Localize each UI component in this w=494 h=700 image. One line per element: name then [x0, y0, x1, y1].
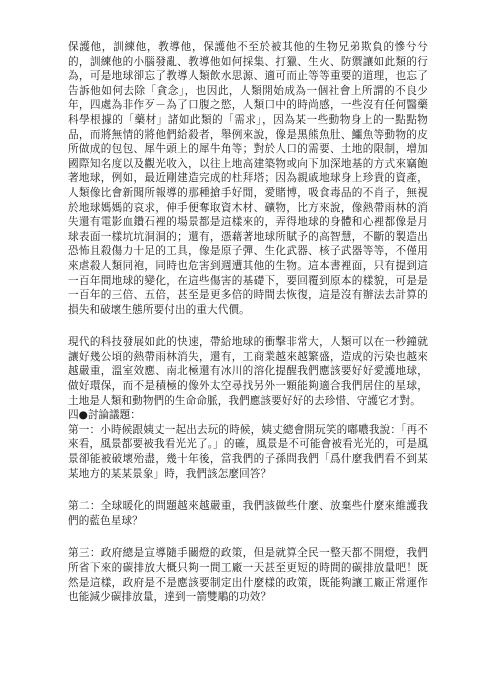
paragraph-gap	[68, 536, 428, 546]
body-paragraph-1: 保護他，訓練他，教導他，保護他不至於被其他的生物兄弟欺負的慘兮兮的，訓練他的小腦發亂、教導他如何採集、打獵、生火、防禦讓如此類的行為，可是地球卻忘了教導人類飲水思源、適可而止等等重要的道理，也忘了告訴他如何去除「貪念」，也因此，人類開始成為一個社會上所謂的不良少年，四處為非作歹－為了口腹之慾，人類口中的時尚感，一些沒有任何醫藥科學根據的「藥材」諸如此類的「需求」，因為某一些動物身上的一點點物品，而將無情的將他們給殺者，舉例來說，像是黑熊魚肚、鱷魚等動物的皮所做成的包包、犀牛頭上的犀牛角等；對於人口的需要、土地的限制，增加國際知名度以及觀光收入，以往上地高建築物或向下加深地基的方式來竊飽著地球，例如，最近剛建造完成的杜拜塔；因為親戚地球身上珍貴的資產，人類像比會新聞所報導的那種搶手好閒，愛賭博，吸食毒品的不肖子，無視於地球媽媽的哀求，伸手便奪取資木材、礦物，比方來說，像熱帶雨林的消失還有電影血鑽石裡的場景都是這樣來的，弄得地球的身體和心裡都像是月球表面一樣坑坑洞洞的；還有，憑藉著地球所賦予的高智慧，不斷的製造出恐怖且殺傷力十足的工具，像是原子彈、生化武器、核子武器等等，不僅用來虐殺人類同袍，同時也危害到週遭其他的生物。這本書裡面，只有提到這一百年間地球的變化，在這些傷害的基礎下，要回覆到原本的樣貌，可是是一百年的三倍、五倍，甚至是更多倍的時間去恢復，這是沒有辦法去計算的損失和破壞生態所要付出的重大代價。	[68, 41, 428, 316]
document-page	[68, 40, 428, 613]
discussion-question-2: 第二：全球暖化的問題越來越嚴重，我們該做些什麼、放棄些什麼來維護我們的藍色星球？	[68, 500, 428, 527]
paragraph-gap	[68, 489, 428, 499]
discussion-question-3: 第三：政府總是宣導隨手關燈的政策，但是就算全民一整天都不開燈，我們所省下來的碳排放大概只夠一間工廠一天甚至更短的時間的碳排放量吧！既然是這樣，政府是不是應該要制定出什麼樣的政策，既能夠讓工廠正常運作也能減少碳排放量，達到一箭雙鵰的功效？	[68, 547, 428, 604]
body-paragraph-2: 現代的科技發展如此的快速，帶給地球的衝擊非常大，人類可以在一秒鐘就讓好幾公頃的熱帶雨林消失，還有，工商業越來越繁盛，造成的污染也越來越嚴重，溫室效應、南北極還有冰川的溶化提醒我們應該要好好愛護地球，做好環保，而不是積極的像外太空尋找另外一顆能夠適合我們居住的星球，土地是人類和動物們的生命命脈，我們應該要好好的去珍惜、守護它才對。	[68, 336, 428, 407]
discussion-question-1: 第一：小時候跟姨丈一起出去玩的時候，姨丈總會開玩笑的嘟噥我說：「再不來看，風景都要被我看光光了。」的確，風景是不可能會被看光光的，可是風景卻能被破壞殆盡，幾十年後，當我們的子孫問我們「爲什麼我們看不到某某地方的某某景象」時，我們該怎麼回答？	[68, 423, 428, 480]
paragraph-gap	[68, 325, 428, 335]
section-heading: 四●討論議題：	[68, 409, 141, 422]
